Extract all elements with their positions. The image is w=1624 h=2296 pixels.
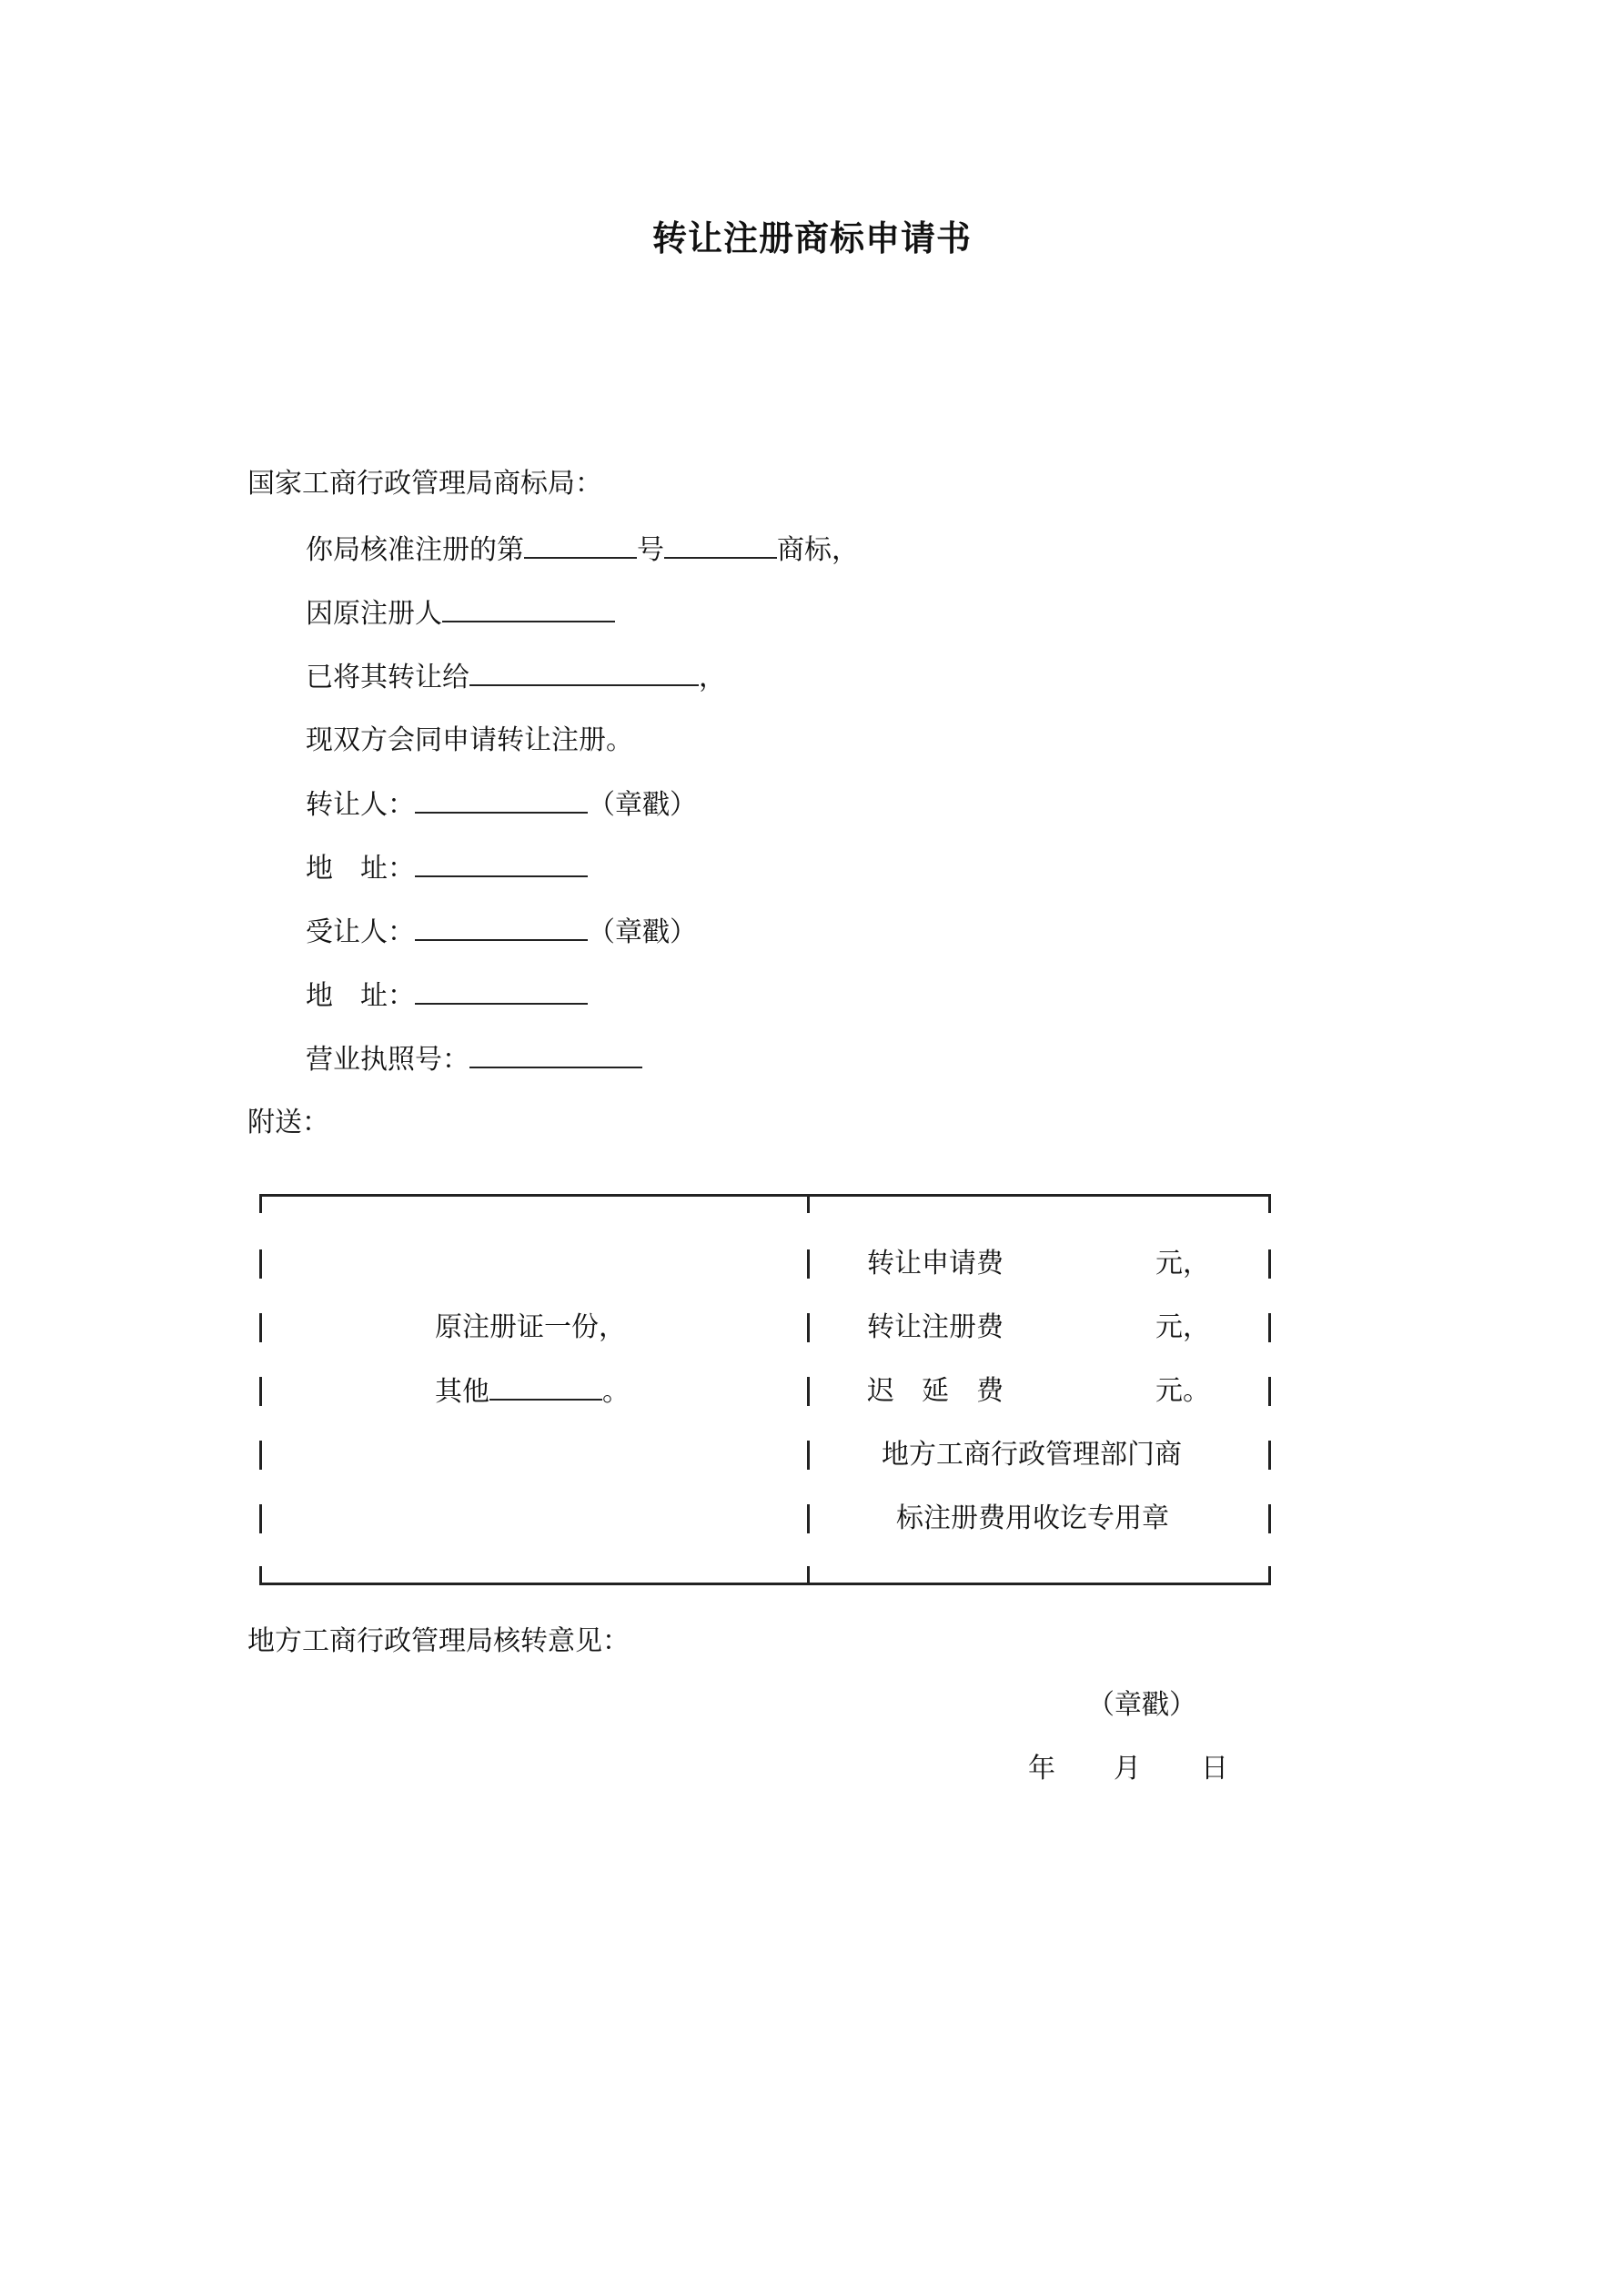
box-divider — [807, 1313, 810, 1342]
transferor-address-line — [306, 848, 588, 889]
transferor-label: 转让人： — [306, 789, 415, 821]
registration-number-blank[interactable] — [524, 530, 637, 559]
box-divider — [807, 1504, 810, 1533]
transfer-registration-fee-label: 转让注册费 — [867, 1311, 1004, 1343]
box-left-border — [259, 1504, 262, 1533]
other-attachments — [435, 1371, 630, 1412]
transferee-blank[interactable] — [415, 912, 588, 941]
transferor-blank[interactable] — [415, 784, 588, 814]
box-divider — [807, 1249, 810, 1279]
line1-text-c: 商标， — [777, 534, 859, 566]
box-corner-br — [1268, 1566, 1271, 1583]
local-bureau-opinion-label: 地方工商行政管理局核转意见： — [247, 1625, 630, 1657]
original-certificate: 原注册证一份， — [435, 1311, 626, 1343]
addressee: 国家工商行政管理局商标局： — [247, 468, 602, 500]
other-end: 。 — [602, 1376, 630, 1408]
line1-text-b: 号 — [637, 534, 664, 566]
line1-text-a: 你局核准注册的第 — [306, 534, 524, 566]
transferee-line — [306, 912, 697, 953]
business-license-line — [306, 1039, 642, 1080]
box-divider-top — [807, 1197, 810, 1213]
box-corner-tr — [1268, 1197, 1271, 1213]
transferor-address-blank[interactable] — [415, 848, 588, 877]
line2-text: 因原注册人 — [306, 598, 442, 630]
license-label: 营业执照号： — [306, 1044, 469, 1076]
transferred-to-line — [306, 657, 726, 698]
trademark-number-line — [306, 530, 859, 571]
box-left-border — [259, 1441, 262, 1470]
transferee-seal: （章戳） — [588, 916, 697, 948]
original-registrant-blank[interactable] — [442, 593, 615, 622]
box-left-border — [259, 1377, 262, 1406]
line3-text-a: 已将其转让给 — [306, 662, 469, 693]
address-label: 地 址： — [306, 980, 415, 1012]
transferee-name-blank[interactable] — [469, 657, 699, 686]
box-left-border — [259, 1249, 262, 1279]
transferee-address-line — [306, 976, 588, 1017]
box-right-border — [1268, 1313, 1271, 1342]
other-label: 其他 — [435, 1376, 489, 1408]
box-right-border — [1268, 1441, 1271, 1470]
fee-stamp-line2: 标注册费用收讫专用章 — [896, 1502, 1169, 1534]
date-day: 日 — [1201, 1753, 1228, 1785]
box-right-border — [1268, 1249, 1271, 1279]
transfer-application-fee-label: 转让申请费 — [867, 1248, 1004, 1279]
other-blank[interactable] — [489, 1371, 602, 1401]
transfer-application-fee-unit: 元， — [1155, 1248, 1210, 1279]
joint-application-line: 现双方会同申请转让注册。 — [306, 724, 633, 756]
transfer-registration-fee-unit: 元， — [1155, 1311, 1210, 1343]
date-month: 月 — [1114, 1753, 1141, 1785]
business-license-blank[interactable] — [469, 1039, 642, 1068]
box-corner-tl — [259, 1197, 262, 1213]
attachments-box — [259, 1194, 1271, 1585]
date-year: 年 — [1028, 1753, 1055, 1785]
trademark-name-blank[interactable] — [664, 530, 777, 559]
box-right-border — [1268, 1504, 1271, 1533]
transferor-seal: （章戳） — [588, 789, 697, 821]
box-divider-bottom — [807, 1566, 810, 1583]
late-fee-unit: 元。 — [1155, 1375, 1210, 1407]
attachments-label: 附送： — [247, 1107, 329, 1138]
late-fee-label: 迟 延 费 — [867, 1375, 1004, 1407]
box-corner-bl — [259, 1566, 262, 1583]
line3-text-b: ， — [699, 662, 726, 693]
address-label: 地 址： — [306, 853, 415, 885]
transferee-address-blank[interactable] — [415, 976, 588, 1005]
document-title: 转让注册商标申请书 — [651, 218, 972, 258]
box-left-border — [259, 1313, 262, 1342]
original-registrant-line — [306, 593, 615, 634]
transferee-label: 受让人： — [306, 916, 415, 948]
box-divider — [807, 1377, 810, 1406]
box-right-border — [1268, 1377, 1271, 1406]
fee-stamp-line1: 地方工商行政管理部门商 — [882, 1439, 1182, 1471]
box-divider — [807, 1441, 810, 1470]
opinion-seal: （章戳） — [1087, 1689, 1196, 1721]
transferor-line — [306, 784, 697, 825]
